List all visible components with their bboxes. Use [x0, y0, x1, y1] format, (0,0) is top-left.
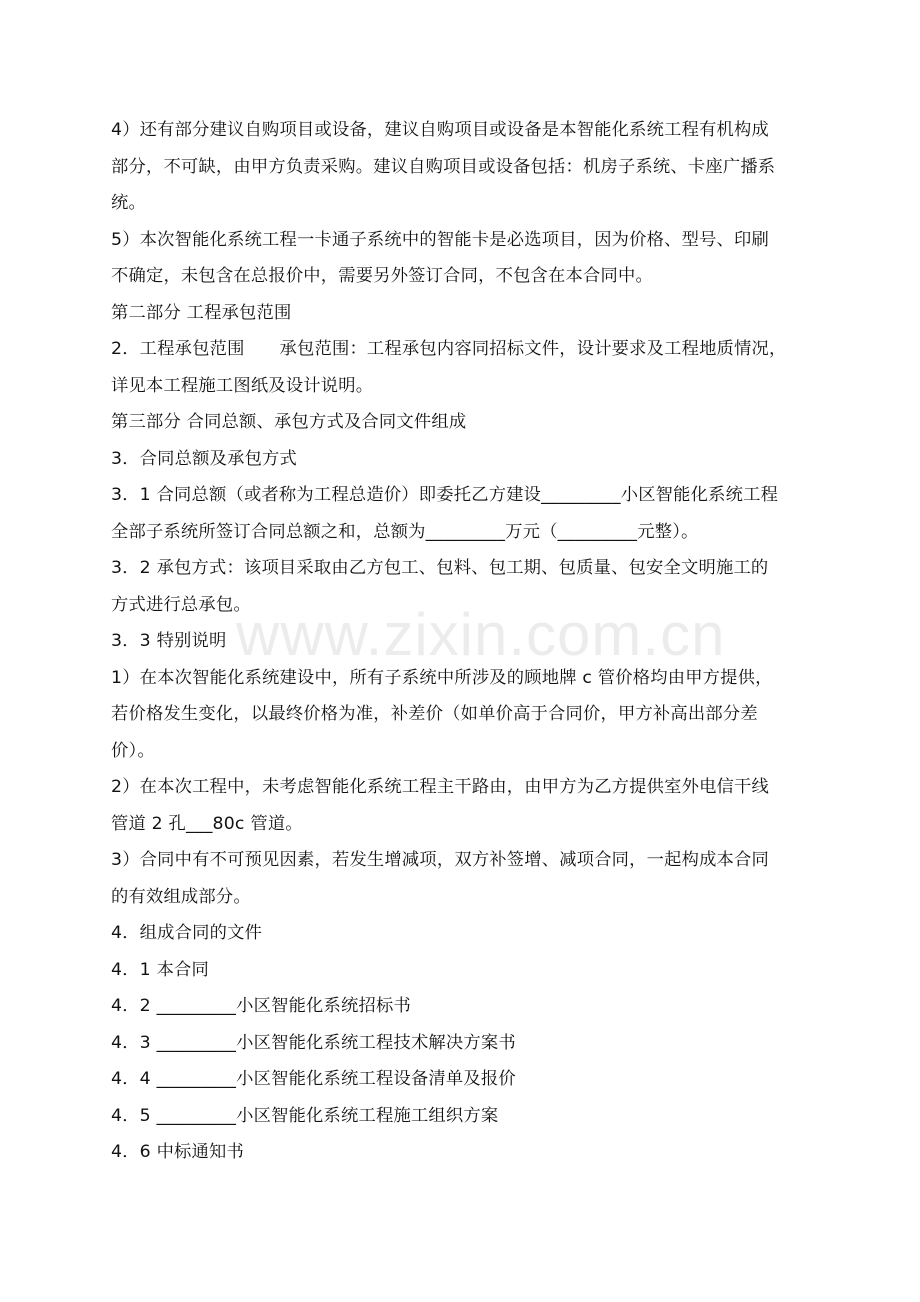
paragraph-line: 价）。 [111, 740, 155, 761]
paragraph-line: 若价格发生变化，以最终价格为准，补差价（如单价高于合同价，甲方补高出部分差 [111, 704, 758, 724]
section-heading: 第三部分 合同总额、承包方式及合同文件组成 [111, 412, 467, 432]
paragraph-line: 详见本工程施工图纸及设计说明。 [111, 375, 374, 396]
section-heading: 第二部分 工程承包范围 [111, 302, 292, 323]
paragraph-line: 不确定，未包含在总报价中，需要另外签订合同，不包含在本合同中。 [111, 266, 653, 286]
list-item: 4．5 _________小区智能化系统工程施工组织方案 [111, 1105, 499, 1126]
clause-heading: 3．合同总额及承包方式 [111, 448, 298, 469]
paragraph-line: 2）在本次工程中，未考虑智能化系统工程主干路由，由甲方为乙方提供室外电信干线 [111, 777, 770, 797]
document-body [111, 112, 816, 1171]
paragraph-line: 管道 2 孔___80c 管道。 [111, 813, 303, 834]
paragraph-line: 方式进行总承包。 [111, 594, 251, 615]
paragraph-line: 3．2 承包方式：该项目采取由乙方包工、包料、包工期、包质量、包安全文明施工的 [111, 558, 769, 578]
paragraph-line: 的有效组成部分。 [111, 886, 251, 907]
paragraph-line: 1）在本次智能化系统建设中，所有子系统中所涉及的顾地牌 c 管价格均由甲方提供， [111, 667, 773, 688]
paragraph-line: 4）还有部分建议自购项目或设备，建议自购项目或设备是本智能化系统工程有机构成 [111, 120, 770, 140]
list-item: 4．4 _________小区智能化系统工程设备清单及报价 [111, 1069, 516, 1089]
watermark-text: www.zixin.com.cn [236, 601, 726, 668]
list-item: 4．3 _________小区智能化系统工程技术解决方案书 [111, 1032, 516, 1053]
clause-heading: 4．组成合同的文件 [111, 923, 263, 943]
paragraph-line: 5）本次智能化系统工程一卡通子系统中的智能卡是必选项目，因为价格、型号、印刷 [111, 229, 770, 250]
list-item: 4．6 中标通知书 [111, 1142, 244, 1162]
paragraph-line: 2．工程承包范围 承包范围：工程承包内容同招标文件，设计要求及工程地质情况， [111, 339, 787, 359]
paragraph-line: 统。 [111, 193, 146, 213]
paragraph-line: 全部子系统所签订合同总额之和，总额为_________万元（_________元整）。 [111, 521, 699, 542]
paragraph-line: 3）合同中有不可预见因素，若发生增减项，双方补签增、减项合同，一起构成本合同 [111, 850, 770, 870]
paragraph-line: 3．1 合同总额（或者称为工程总造价）即委托乙方建设_________小区智能化系统工程 [111, 485, 779, 505]
clause-heading: 3．3 特别说明 [111, 631, 227, 651]
list-item: 4．2 _________小区智能化系统招标书 [111, 996, 411, 1016]
paragraph-line: 部分，不可缺，由甲方负责采购。建议自购项目或设备包括：机房子系统、卡座广播系 [111, 156, 776, 177]
list-item: 4．1 本合同 [111, 959, 210, 980]
